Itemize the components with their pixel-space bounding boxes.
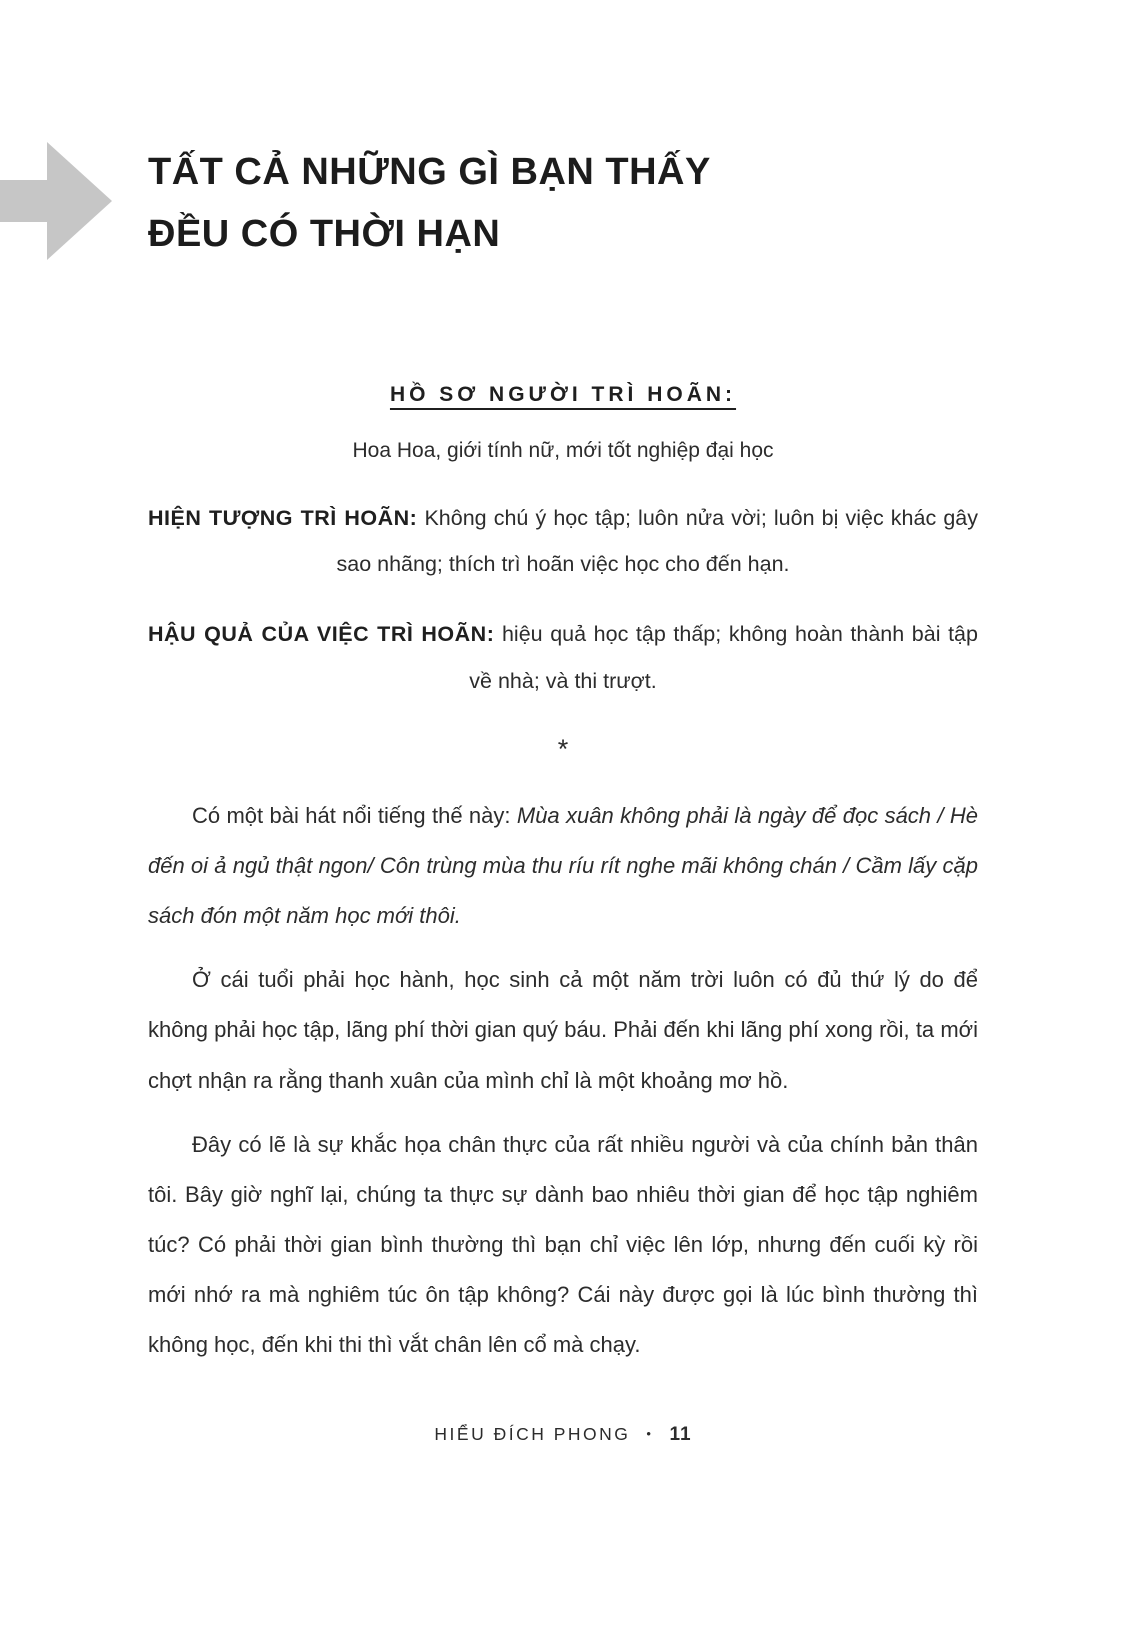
chapter-title bbox=[148, 0, 978, 265]
paragraph-1-lead: Có một bài hát nổi tiếng thế này: bbox=[192, 802, 517, 828]
phenomenon-text: Không chú ý học tập; luôn nửa vời; luôn bị việc khác gây sao nhãng; thích trì hoãn việc học cho đến hạn. bbox=[336, 505, 978, 577]
footer-separator-dot: • bbox=[646, 1426, 654, 1441]
profile-heading bbox=[148, 383, 978, 407]
footer-page-number: 11 bbox=[669, 1424, 692, 1445]
phenomenon-label: HIỆN TƯỢNG TRÌ HOÃN: bbox=[148, 505, 418, 530]
chapter-title-line-2: ĐỀU CÓ THỜI HẠN bbox=[148, 212, 501, 255]
profile-subject: Hoa Hoa, giới tính nữ, mới tốt nghiệp đại học bbox=[352, 439, 774, 463]
page-footer bbox=[0, 1424, 1126, 1446]
body-paragraph-1 bbox=[148, 791, 978, 941]
consequence-paragraph bbox=[148, 611, 978, 703]
chapter-title-line-1: TẤT CẢ NHỮNG GÌ BẠN THẤY bbox=[148, 151, 711, 193]
paragraph-1-song-quote: Mùa xuân không phải là ngày để đọc sách / Hè đến oi ả ngủ thật ngon/ Côn trùng mùa thu ríu rít nghe mãi không chán / Cầm lấy cặp sách đón một năm học mới thôi. bbox=[148, 802, 979, 929]
footer-author: HIỂU ĐÍCH PHONG bbox=[434, 1424, 631, 1444]
body-paragraph-2: Ở cái tuổi phải học hành, học sinh cả một năm trời luôn có đủ thứ lý do để không phải học tập, lãng phí thời gian quý báu. Phải đến khi lãng phí xong rồi, ta mới chợt nhận ra rằng thanh xuân của mình chỉ là một khoảng mơ hồ. bbox=[148, 967, 978, 1093]
body-paragraph-3: Đây có lẽ là sự khắc họa chân thực của rất nhiều người và của chính bản thân tôi. Bây giờ nghĩ lại, chúng ta thực sự dành bao nhiêu thời gian để học tập nghiêm túc? Có phải thời gian bình thường thì bạn chỉ việc lên lớp, nhưng đến cuối kỳ rồi mới nhớ ra mà nghiêm túc ôn tập không? Cái này được gọi là lúc bình thường thì không học, đến khi thi thì vắt chân lên cổ mà chạy. bbox=[148, 1131, 978, 1358]
profile-heading-text: HỒ SƠ NGƯỜI TRÌ HOÃN: bbox=[389, 383, 737, 407]
section-divider: * bbox=[557, 733, 569, 764]
consequence-text: hiệu quả học tập thấp; không hoàn thành bài tập về nhà; và thi trượt. bbox=[469, 622, 978, 693]
consequence-label: HẬU QUẢ CỦA VIỆC TRÌ HOÃN: bbox=[148, 622, 495, 647]
phenomenon-paragraph bbox=[148, 495, 978, 587]
